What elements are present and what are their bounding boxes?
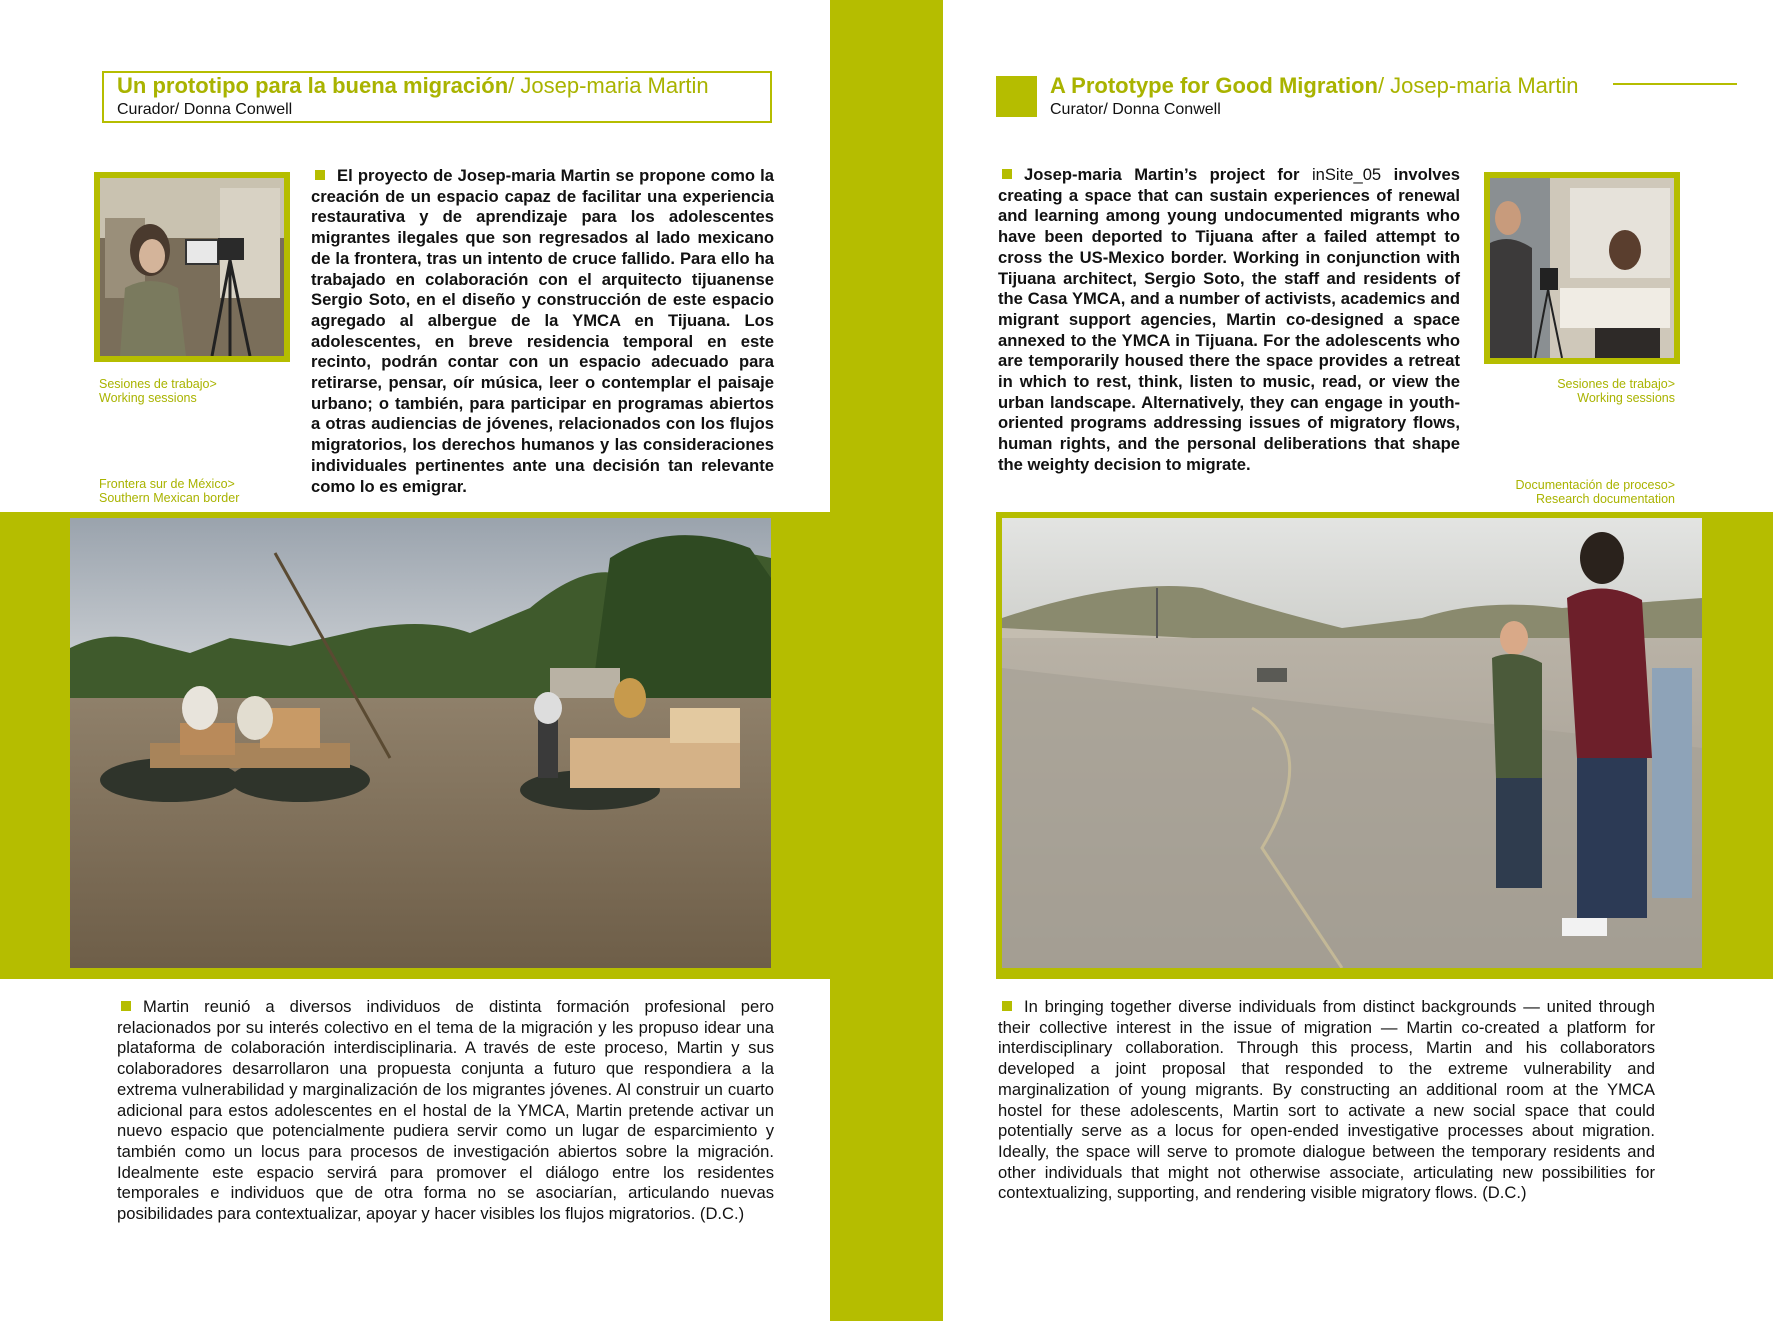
spanish-title-text: Un prototipo para la buena migración [117,73,509,98]
spanish-thumb-caption [99,377,217,405]
caption-line: Working sessions [1577,391,1675,405]
bullet-square-icon [1002,1001,1012,1011]
bullet-square-icon [315,170,325,180]
english-title-text: A Prototype for Good Migration [1050,73,1378,98]
spanish-intro-paragraph [311,166,774,497]
river-raft-photo [70,518,771,968]
english-photo-caption [1440,478,1675,506]
caption-line: Working sessions [99,391,197,405]
english-intro-paragraph [998,165,1460,476]
english-intro-insite: inSite_05 [1311,165,1382,184]
english-intro-text-a: Josep-maria Martin’s project for [1024,165,1312,184]
english-thumb-caption [1500,377,1675,405]
bullet-square-icon [121,1001,131,1011]
spanish-intro-text: El proyecto de Josep-maria Martin se propone como la creación de un espacio capaz de facilitar una experiencia restaurativa y de aprendizaje para los adolescentes migrantes ilegales que son regresados al lado mexicano de la frontera, tras un intento de cruce fallido. Para ello ha trabajado en colaboración con el arquitecto tijuanense Sergio Soto, en el diseño y construcción de este espacio agregado al albergue de la YMCA en Tijuana. Los adolescentes, en breve residencia temporal en este recinto, podrán contar con un espacio adecuado para retirarse, pensar, oír música, leer o contemplar el paisaje urbano; o también, para participar en programas abiertos a otras audiencias de jóvenes, relacionados con los flujos migratorios, los derechos humanos y las consideraciones individuales pertinentes ante una decisión tan relevante como lo es emigrar. [311,166,774,496]
english-curator: Curator/ Donna Conwell [1050,101,1221,118]
spanish-title [117,74,709,98]
spanish-photo-caption [99,477,239,505]
english-body-text: In bringing together diverse individuals from distinct backgrounds — united through their collective interest in the issue of migration — Martin co-created a platform for interdisciplinary collaboration. Through this process, Martin and his collaborators developed a joint proposal that responded to the extreme vulnerability and marginalization of young migrants. By constructing an additional room at the YMCA hostel for these adolescents, Martin sort to activate a new social space that could potentially serve as a locus for open-ended investigative processes about migration. Ideally, the space will serve to promote dialogue between the temporary residents and other individuals that might not otherwise associate, articulating new possibilities for contextualizing, supporting, and rendering visible migratory flows. (D.C.) [998,997,1655,1203]
bullet-square-icon [1002,169,1012,179]
english-title [1050,74,1578,98]
spanish-body-text: Martin reunió a diversos individuos de distinta formación profesional pero relacionados por su interés colectivo en el tema de la migración y les propuso idear una plataforma de colaboración interdisciplinaria. A través de este proceso, Martin y sus colaboradores desarrollaron una propuesta conjunta a futuro que respondiera a la extrema vulnerabilidad y marginalización de los migrantes jóvenes. Al construir un cuarto adicional para estos adolescentes en el hostal de la YMCA, Martin pretende activar un nuevo espacio que potencialmente pudiera servir como un lugar de esparcimiento y también como un locus para procesos de investigación abiertos sobre la migración. Idealmente este espacio servirá para promover el diálogo entre los residentes temporales e individuos que de otra forma no se asociarían, articulando nuevas posibilidades para contextualizar, apoyar y hacer visibles los flujos migratorios. (D.C.) [117,997,774,1224]
working-session-photo [100,178,284,356]
english-thumbnail-photo [1484,172,1680,364]
english-title-author: / Josep-maria Martin [1377,73,1579,98]
spanish-body-paragraph [117,997,774,1225]
caption-line: Frontera sur de México> [99,477,235,491]
english-intro-text-b: involves creating a space that can sustain experiences of renewal and learning among young undocumented migrants who have been deported to Tijuana after a failed attempt to cross the US-Mexico border. Working in conjunction with Tijuana architect, Sergio Soto, the staff and residents of the Casa YMCA, and a number of activists, academics and migrant support agencies, Martin co-designed a space annexed to the YMCA in Tijuana. For the adolescents who are temporarily housed there the space provides a retreat in which to rest, think, listen to music, read, or view the urban landscape. Alternatively, they can engage in youth-oriented programs addressing issues of migratory flows, human rights, and the personal deliberations that shape the weighty decision to migrate. [998,165,1460,474]
english-title-rule [1613,83,1737,85]
border-canal-photo [1002,518,1702,968]
working-session-photo [1490,178,1674,358]
spanish-curator: Curador/ Donna Conwell [117,101,293,118]
center-gutter [830,0,943,1321]
spanish-main-photo [64,512,777,974]
english-title-square [996,76,1037,117]
caption-line: Southern Mexican border [99,491,240,505]
caption-line: Documentación de proceso> [1515,478,1675,492]
caption-line: Sesiones de trabajo> [1557,377,1675,391]
spanish-title-author: / Josep-maria Martin [508,73,709,98]
english-body-paragraph [998,997,1655,1204]
english-main-photo [996,512,1708,974]
caption-line: Sesiones de trabajo> [99,377,217,391]
caption-line: Research documentation [1536,492,1675,506]
spanish-thumbnail-photo [94,172,290,362]
